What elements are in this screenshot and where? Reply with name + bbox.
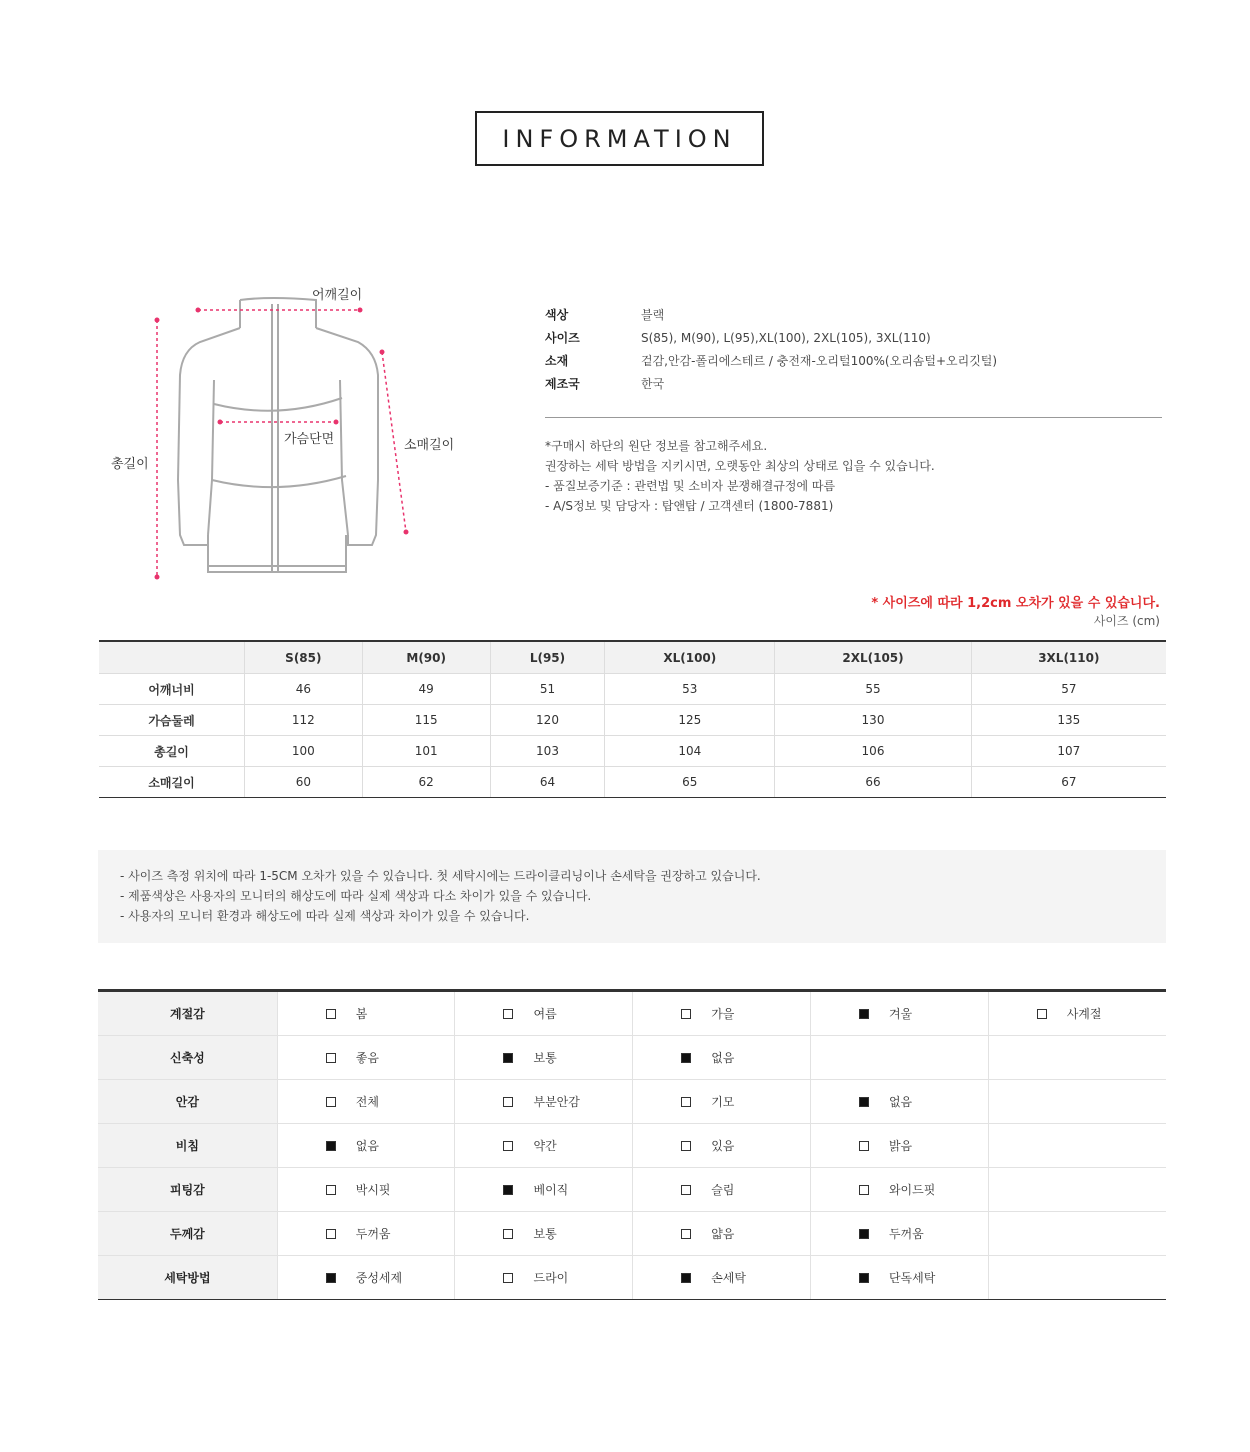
- checked-square-icon: [859, 1273, 869, 1283]
- label-total: 총길이: [111, 457, 149, 472]
- size-cell: 46: [245, 674, 363, 705]
- size-cell: 100: [245, 736, 363, 767]
- attribute-row: [98, 1036, 1166, 1080]
- attribute-option: [455, 1212, 633, 1256]
- jacket-diagram: [100, 280, 460, 590]
- attribute-option: [455, 1036, 633, 1080]
- table-row: [99, 767, 1166, 798]
- option-label: 사계절: [1066, 1007, 1102, 1021]
- empty-square-icon: [503, 1273, 513, 1283]
- option-label: 밝음: [888, 1139, 913, 1153]
- attribute-option: [633, 1124, 811, 1168]
- size-header: L(95): [490, 641, 605, 674]
- attribute-option: [633, 1256, 811, 1300]
- option-label: 좋음: [355, 1051, 379, 1065]
- option-label: 얇음: [711, 1227, 735, 1241]
- option-label: 가을: [711, 1007, 735, 1021]
- attribute-option: [810, 1124, 988, 1168]
- attribute-option: [988, 1080, 1166, 1124]
- attribute-label: 두께감: [98, 1212, 277, 1256]
- size-header: 3XL(110): [971, 641, 1166, 674]
- info-value: 한국: [641, 377, 665, 391]
- checked-square-icon: [503, 1053, 513, 1063]
- option-label: 박시핏: [355, 1183, 391, 1197]
- info-row-material: [545, 349, 1165, 372]
- size-cell: 104: [605, 736, 775, 767]
- attribute-option: [277, 1212, 455, 1256]
- row-label: 가슴둘레: [99, 705, 245, 736]
- size-cell: 103: [490, 736, 605, 767]
- option-label: 드라이: [533, 1271, 569, 1285]
- attribute-row: [98, 991, 1166, 1036]
- size-cell: 115: [362, 705, 490, 736]
- row-label: 어깨너비: [99, 674, 245, 705]
- note-line: - A/S정보 및 담당자 : 탑앤탑 / 고객센터 (1800-7881): [545, 499, 834, 513]
- option-label: 여름: [533, 1007, 557, 1021]
- size-cell: 135: [971, 705, 1166, 736]
- attribute-option: [810, 1256, 988, 1300]
- option-label: 없음: [888, 1095, 913, 1109]
- size-cell: 130: [775, 705, 971, 736]
- option-label: 단독세탁: [888, 1271, 936, 1285]
- size-unit: 사이즈 (cm): [1093, 614, 1160, 628]
- empty-square-icon: [326, 1097, 336, 1107]
- attribute-row: [98, 1124, 1166, 1168]
- label-chest: 가슴단면: [284, 432, 335, 447]
- checked-square-icon: [681, 1273, 691, 1283]
- size-cell: 67: [971, 767, 1166, 798]
- checked-square-icon: [859, 1009, 869, 1019]
- note-line: *구매시 하단의 원단 정보를 참고해주세요.: [545, 439, 768, 453]
- empty-square-icon: [681, 1229, 691, 1239]
- attribute-option: [277, 1124, 455, 1168]
- size-warning: * 사이즈에 따라 1,2cm 오차가 있을 수 있습니다.: [871, 596, 1160, 611]
- row-label: 소매길이: [99, 767, 245, 798]
- checked-square-icon: [681, 1053, 691, 1063]
- size-header: S(85): [245, 641, 363, 674]
- empty-square-icon: [1037, 1009, 1047, 1019]
- purchase-notes: [545, 436, 935, 516]
- attribute-option: [810, 1212, 988, 1256]
- info-key: 소재: [545, 354, 569, 368]
- attribute-option: [277, 1168, 455, 1212]
- option-label: 봄: [355, 1007, 368, 1021]
- info-key: 사이즈: [545, 331, 580, 345]
- attribute-label: 안감: [98, 1080, 277, 1124]
- attribute-option: [455, 1256, 633, 1300]
- attribute-option: [810, 1168, 988, 1212]
- size-cell: 64: [490, 767, 605, 798]
- option-label: 와이드핏: [888, 1183, 936, 1197]
- empty-square-icon: [326, 1053, 336, 1063]
- option-label: 약간: [533, 1139, 557, 1153]
- size-table-header: [99, 641, 1166, 674]
- empty-square-icon: [326, 1009, 336, 1019]
- option-label: 기모: [711, 1095, 735, 1109]
- size-cell: 60: [245, 767, 363, 798]
- attribute-option: [988, 1256, 1166, 1300]
- checked-square-icon: [859, 1229, 869, 1239]
- attribute-label: 계절감: [98, 991, 277, 1036]
- attribute-option: [277, 1256, 455, 1300]
- size-cell: 53: [605, 674, 775, 705]
- caution-box: [98, 850, 1166, 943]
- info-key: 색상: [545, 308, 569, 322]
- option-label: 베이직: [533, 1183, 569, 1197]
- checked-square-icon: [503, 1185, 513, 1195]
- info-row-size: [545, 326, 1165, 349]
- attribute-table: [98, 989, 1166, 1300]
- attribute-option: [633, 991, 811, 1036]
- empty-square-icon: [681, 1185, 691, 1195]
- size-header: 2XL(105): [775, 641, 971, 674]
- attribute-option: [277, 1036, 455, 1080]
- size-cell: 101: [362, 736, 490, 767]
- attribute-row: [98, 1256, 1166, 1300]
- attribute-option: [455, 1168, 633, 1212]
- attribute-option: [810, 991, 988, 1036]
- attribute-option: [988, 1168, 1166, 1212]
- attribute-label: 신축성: [98, 1036, 277, 1080]
- size-cell: 49: [362, 674, 490, 705]
- attribute-option: [988, 1036, 1166, 1080]
- size-cell: 51: [490, 674, 605, 705]
- info-value: S(85), M(90), L(95),XL(100), 2XL(105), 3XL(110): [641, 330, 931, 345]
- info-row-color: [545, 303, 1165, 326]
- size-table: [99, 640, 1166, 798]
- info-value: 겉감,안감-폴리에스테르 / 충전재-오리털100%(오리솜털+오리깃털): [641, 354, 998, 368]
- attribute-option: [455, 991, 633, 1036]
- size-cell: 65: [605, 767, 775, 798]
- label-shoulder: 어깨길이: [312, 288, 363, 303]
- size-cell: 57: [971, 674, 1166, 705]
- empty-square-icon: [326, 1229, 336, 1239]
- attribute-row: [98, 1080, 1166, 1124]
- size-header: M(90): [362, 641, 490, 674]
- attribute-option: [633, 1212, 811, 1256]
- info-key: 제조국: [545, 377, 580, 391]
- caution-line: - 사이즈 측정 위치에 따라 1-5CM 오차가 있을 수 있습니다. 첫 세탁시에는 드라이클리닝이나 손세탁을 권장하고 있습니다.: [120, 869, 761, 883]
- page-title: INFORMATION: [475, 111, 764, 166]
- size-header: XL(100): [605, 641, 775, 674]
- size-cell: 107: [971, 736, 1166, 767]
- option-label: 없음: [711, 1051, 735, 1065]
- option-label: 겨울: [888, 1007, 913, 1021]
- option-label: 있음: [711, 1139, 735, 1153]
- table-row: [99, 705, 1166, 736]
- attribute-option: [810, 1080, 988, 1124]
- attribute-option: [633, 1036, 811, 1080]
- table-row: [99, 736, 1166, 767]
- size-cell: 62: [362, 767, 490, 798]
- option-label: 두꺼움: [355, 1227, 391, 1241]
- attribute-option: [633, 1168, 811, 1212]
- option-label: 전체: [355, 1095, 379, 1109]
- header-empty: [99, 641, 245, 674]
- label-sleeve: 소매길이: [404, 438, 455, 453]
- size-cell: 66: [775, 767, 971, 798]
- option-label: 중성세제: [355, 1271, 403, 1285]
- empty-square-icon: [503, 1229, 513, 1239]
- info-value: 블랙: [641, 308, 665, 322]
- attribute-option: [455, 1124, 633, 1168]
- checked-square-icon: [859, 1097, 869, 1107]
- checked-square-icon: [326, 1141, 336, 1151]
- size-cell: 125: [605, 705, 775, 736]
- empty-square-icon: [503, 1097, 513, 1107]
- empty-square-icon: [503, 1141, 513, 1151]
- table-row: [99, 674, 1166, 705]
- row-label: 총길이: [99, 736, 245, 767]
- info-divider: [545, 417, 1162, 418]
- attribute-option: [455, 1080, 633, 1124]
- empty-square-icon: [681, 1097, 691, 1107]
- attribute-row: [98, 1168, 1166, 1212]
- attribute-label: 세탁방법: [98, 1256, 277, 1300]
- empty-square-icon: [681, 1141, 691, 1151]
- option-label: 부분안감: [533, 1095, 580, 1109]
- note-line: 권장하는 세탁 방법을 지키시면, 오랫동안 최상의 상태로 입을 수 있습니다.: [545, 459, 935, 473]
- attribute-label: 비침: [98, 1124, 277, 1168]
- caution-line: - 제품색상은 사용자의 모니터의 해상도에 따라 실제 색상과 다소 차이가 있을 수 있습니다.: [120, 889, 592, 903]
- size-cell: 55: [775, 674, 971, 705]
- option-label: 슬림: [711, 1183, 735, 1197]
- empty-square-icon: [859, 1185, 869, 1195]
- attribute-option: [988, 1124, 1166, 1168]
- option-label: 보통: [533, 1051, 557, 1065]
- attribute-option: [277, 1080, 455, 1124]
- option-label: 보통: [533, 1227, 557, 1241]
- caution-line: - 사용자의 모니터 환경과 해상도에 따라 실제 색상과 차이가 있을 수 있습니다.: [120, 909, 530, 923]
- empty-square-icon: [859, 1141, 869, 1151]
- size-cell: 106: [775, 736, 971, 767]
- empty-square-icon: [503, 1009, 513, 1019]
- option-label: 두꺼움: [888, 1227, 924, 1241]
- attribute-option: [633, 1080, 811, 1124]
- attribute-option: [988, 991, 1166, 1036]
- size-cell: 120: [490, 705, 605, 736]
- product-info: [545, 303, 1165, 395]
- empty-square-icon: [326, 1185, 336, 1195]
- attribute-option: [277, 991, 455, 1036]
- size-cell: 112: [245, 705, 363, 736]
- empty-square-icon: [681, 1009, 691, 1019]
- attribute-label: 피팅감: [98, 1168, 277, 1212]
- note-line: - 품질보증기준 : 관련법 및 소비자 분쟁해결규정에 따름: [545, 479, 836, 493]
- attribute-option: [988, 1212, 1166, 1256]
- option-label: 없음: [355, 1139, 379, 1153]
- attribute-option: [810, 1036, 988, 1080]
- attribute-row: [98, 1212, 1166, 1256]
- info-row-origin: [545, 372, 1165, 395]
- option-label: 손세탁: [711, 1271, 746, 1285]
- checked-square-icon: [326, 1273, 336, 1283]
